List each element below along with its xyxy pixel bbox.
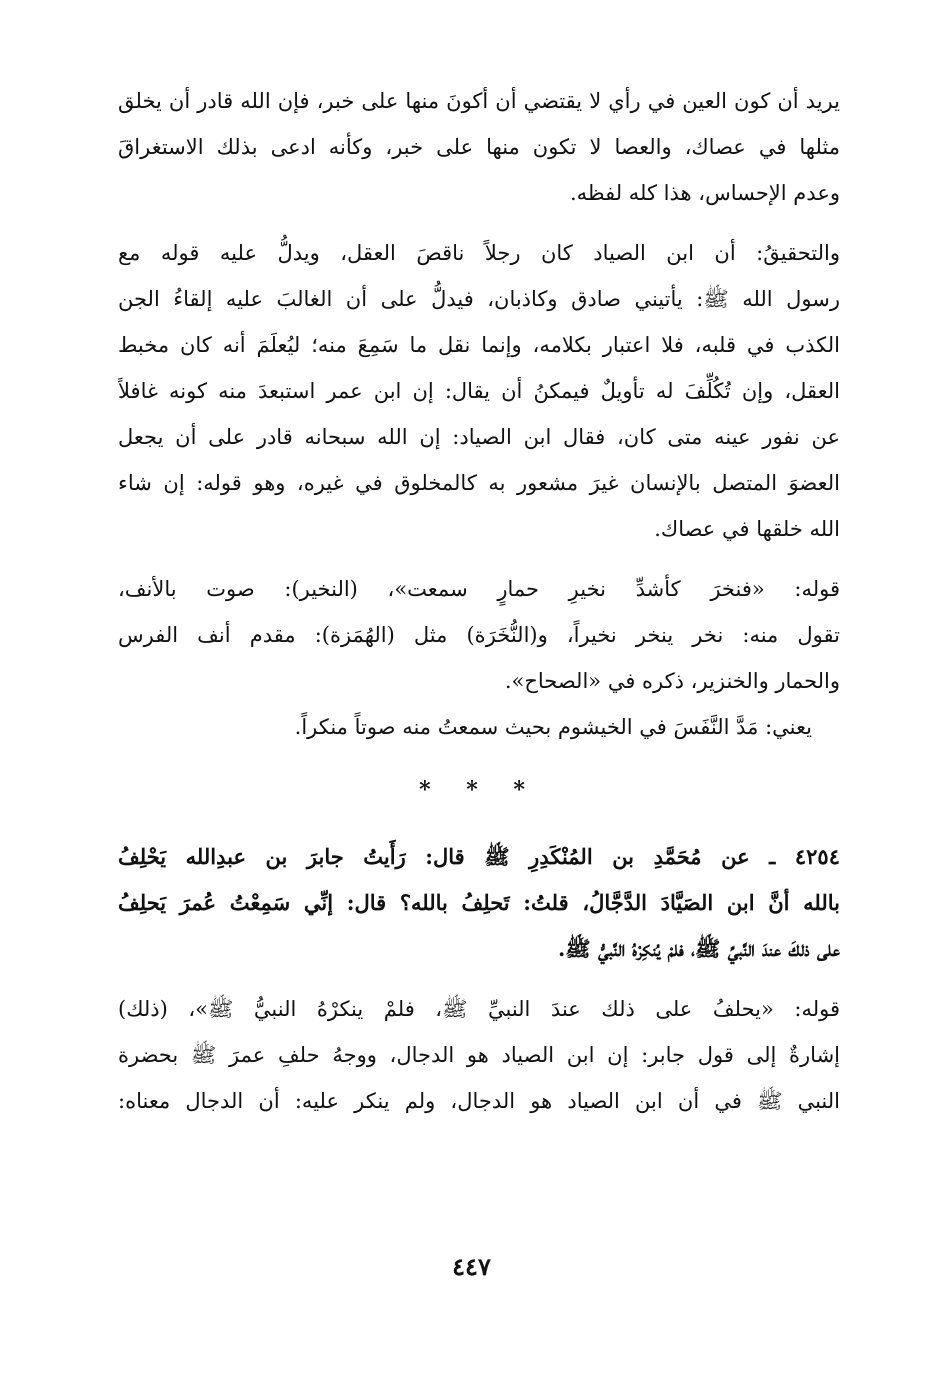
text-line: رسول الله ﷺ: يأتيني صادق وكاذبان، فيدلُّ على أن الغالبَ عليه إلقاءُ الجن (118, 287, 840, 311)
section-separator: * * * (419, 777, 539, 803)
text-line: النبي ﷺ في أن ابن الصياد هو الدجال، ولم ينكر عليه: أن الدجال معناه: (118, 1089, 840, 1113)
text-line: والحمار والخنزير، ذكره في «الصحاح». (504, 669, 840, 693)
paragraph-3 (118, 566, 840, 704)
hadith-text (118, 834, 840, 972)
text-line: وعدم الإحساس، هذا كله لفظه. (569, 181, 840, 205)
text-line: تقول منه: نخر ينخر نخيراً، و(النُّخَرَة) مثل (الهُمَزة): مقدم أنف الفرس (118, 623, 840, 647)
text-line: إشارةٌ إلى قول جابر: إن ابن الصياد هو الدجال، ووجهُ حلفِ عمرَ ﷺ بحضرة (118, 1043, 840, 1067)
page-number: ٤٤٧ (452, 1252, 491, 1281)
text-line: ٤٢٥٤ ـ عن مُحَمَّدِ بن المُنْكَدِرِ ﷺ قال: رَأَيتُ جابرَ بن عبدِالله يَحْلِفُ (118, 844, 840, 869)
paragraph-2 (118, 230, 840, 552)
text-line: العقل، وإن تُكُلِّفَ له تأويلٌ فيمكنُ أن يقال: إن ابن عمر استبعدَ منه كونه غافلاً (118, 379, 840, 403)
page-body (118, 78, 840, 1124)
text-line: والتحقيقُ: أن ابن الصياد كان رجلاً ناقصَ العقل، ويدلُّ عليه قوله مع (118, 241, 840, 265)
text-line: يعني: مَدَّ النَّفَسَ في الخيشوم بحيث سمعتُ منه صوتاً منكراً. (294, 715, 812, 739)
text-line: بالله أنَّ ابن الصَيَّادَ الدَّجَّالُ، قلتُ: تَحلِفُ بالله؟ قال: إنِّي سَمِعْتُ عُمرَ يَحلِفُ (118, 890, 840, 915)
text-line: على ذلكَ عندَ النَّبيِّ ﷺ، فلمْ يُنكِرْهُ النَّبيُّ ﷺ. (558, 936, 840, 961)
text-line: عن نفور عينه متى كان، فقال ابن الصياد: إن الله سبحانه قادر على أن يجعل (118, 425, 840, 449)
text-line: الله خلقها في عصاك. (654, 517, 840, 541)
text-line: قوله: «يحلفُ على ذلك عندَ النبيِّ ﷺ، فلمْ ينكرْهُ النبيُّ ﷺ»، (ذلك) (118, 997, 840, 1021)
text-line: مثلها في عصاك، والعصا لا تكون منها على خبر، وكأنه ادعى بذلك الاستغراقَ (118, 135, 840, 159)
paragraph-4 (118, 704, 840, 750)
text-line: يريد أن كون العين في رأي لا يقتضي أن أكونَ منها على خبر، فإن الله قادر أن يخلق (118, 89, 840, 113)
paragraph-6 (118, 986, 840, 1124)
text-line: العضوَ المتصل بالإنسان غيرَ مشعور به كالمخلوق في غيره، وهو قوله: إن شاء (118, 471, 840, 495)
text-line: قوله: «فنخرَ كأشدِّ نخيرِ حمارٍ سمعت»، (النخير): صوت بالأنف، (118, 577, 840, 601)
text-line: الكذب في قلبه، فلا اعتبار بكلامه، وإنما نقل ما سَمِعَ منه؛ ليُعلَمَ أنه كان مخبط (118, 333, 840, 357)
paragraph-1 (118, 78, 840, 216)
